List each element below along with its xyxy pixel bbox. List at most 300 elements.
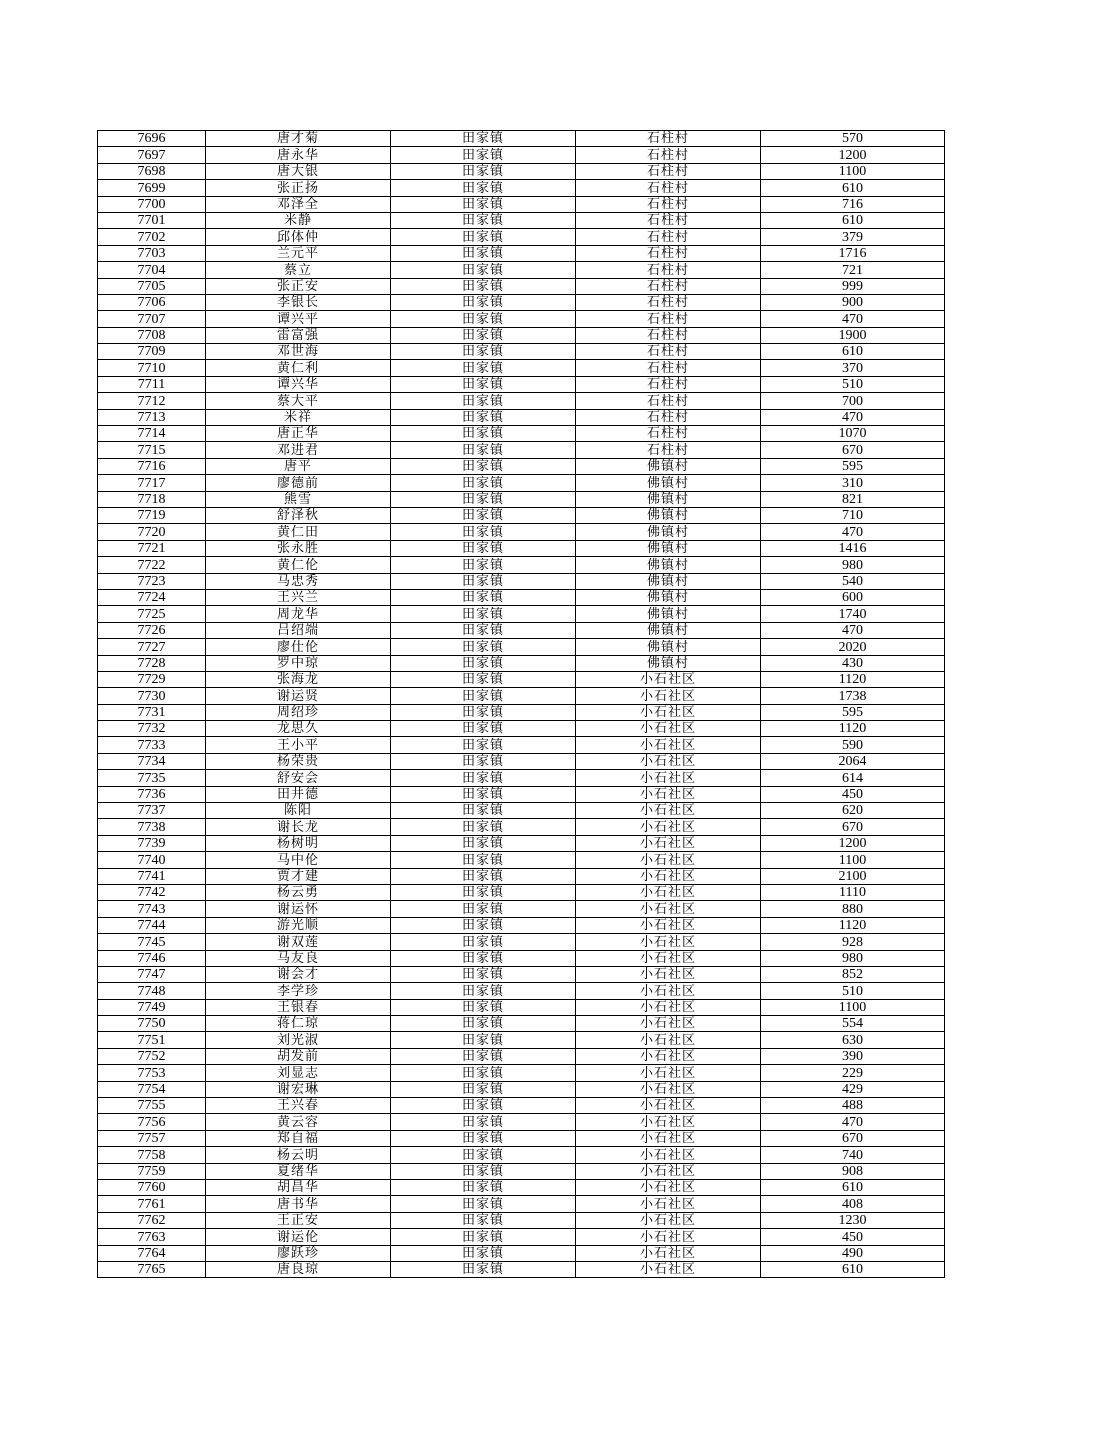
cell-town: 田家镇 (391, 1245, 576, 1261)
cell-name: 田井德 (206, 786, 391, 802)
cell-village: 小石社区 (576, 966, 761, 982)
cell-town: 田家镇 (391, 212, 576, 228)
cell-serial-number: 7765 (98, 1261, 206, 1277)
cell-village: 石柱村 (576, 196, 761, 212)
cell-serial-number: 7724 (98, 589, 206, 605)
cell-village: 小石社区 (576, 868, 761, 884)
cell-serial-number: 7719 (98, 507, 206, 523)
cell-name: 唐良琼 (206, 1261, 391, 1277)
cell-village: 小石社区 (576, 803, 761, 819)
cell-name: 刘光淑 (206, 1032, 391, 1048)
table-row (98, 868, 945, 884)
table-row (98, 360, 945, 376)
cell-village: 石柱村 (576, 212, 761, 228)
cell-town: 田家镇 (391, 1130, 576, 1146)
table-row (98, 1261, 945, 1277)
table-row (98, 704, 945, 720)
cell-town: 田家镇 (391, 458, 576, 474)
cell-name: 舒泽秋 (206, 507, 391, 523)
cell-serial-number: 7743 (98, 901, 206, 917)
cell-serial-number: 7739 (98, 835, 206, 851)
cell-town: 田家镇 (391, 131, 576, 147)
cell-amount: 740 (761, 1147, 945, 1163)
table-row (98, 278, 945, 294)
cell-town: 田家镇 (391, 1016, 576, 1032)
cell-name: 邓世海 (206, 344, 391, 360)
cell-serial-number: 7711 (98, 376, 206, 392)
cell-name: 胡昌华 (206, 1180, 391, 1196)
table-row (98, 999, 945, 1015)
cell-name: 刘显志 (206, 1065, 391, 1081)
cell-name: 唐书华 (206, 1196, 391, 1212)
table-row (98, 950, 945, 966)
cell-amount: 670 (761, 1130, 945, 1146)
cell-village: 小石社区 (576, 671, 761, 687)
cell-amount: 470 (761, 622, 945, 638)
cell-village: 佛镇村 (576, 622, 761, 638)
cell-serial-number: 7733 (98, 737, 206, 753)
cell-amount: 1740 (761, 606, 945, 622)
cell-town: 田家镇 (391, 491, 576, 507)
cell-village: 小石社区 (576, 1212, 761, 1228)
cell-town: 田家镇 (391, 262, 576, 278)
cell-amount: 490 (761, 1245, 945, 1261)
cell-serial-number: 7704 (98, 262, 206, 278)
cell-name: 谢宏琳 (206, 1081, 391, 1097)
table-row (98, 671, 945, 687)
cell-village: 佛镇村 (576, 655, 761, 671)
cell-town: 田家镇 (391, 1032, 576, 1048)
cell-serial-number: 7701 (98, 212, 206, 228)
cell-town: 田家镇 (391, 1081, 576, 1097)
cell-name: 王正安 (206, 1212, 391, 1228)
cell-amount: 928 (761, 934, 945, 950)
cell-amount: 590 (761, 737, 945, 753)
cell-name: 舒安会 (206, 770, 391, 786)
cell-amount: 610 (761, 180, 945, 196)
cell-village: 佛镇村 (576, 589, 761, 605)
table-row (98, 557, 945, 573)
cell-town: 田家镇 (391, 917, 576, 933)
cell-serial-number: 7758 (98, 1147, 206, 1163)
cell-village: 小石社区 (576, 983, 761, 999)
cell-village: 石柱村 (576, 229, 761, 245)
table-row (98, 475, 945, 491)
cell-town: 田家镇 (391, 671, 576, 687)
cell-serial-number: 7740 (98, 852, 206, 868)
cell-amount: 620 (761, 803, 945, 819)
cell-amount: 1100 (761, 852, 945, 868)
cell-serial-number: 7722 (98, 557, 206, 573)
cell-village: 佛镇村 (576, 458, 761, 474)
cell-name: 谢会才 (206, 966, 391, 982)
cell-town: 田家镇 (391, 721, 576, 737)
table-row (98, 245, 945, 261)
table-row (98, 589, 945, 605)
table-row (98, 884, 945, 900)
cell-amount: 1200 (761, 147, 945, 163)
cell-town: 田家镇 (391, 1048, 576, 1064)
cell-village: 小石社区 (576, 1016, 761, 1032)
cell-amount: 1230 (761, 1212, 945, 1228)
cell-village: 小石社区 (576, 835, 761, 851)
cell-village: 石柱村 (576, 376, 761, 392)
table-row (98, 442, 945, 458)
cell-village: 佛镇村 (576, 557, 761, 573)
table-row (98, 426, 945, 442)
cell-serial-number: 7729 (98, 671, 206, 687)
cell-village: 小石社区 (576, 737, 761, 753)
cell-name: 廖跃珍 (206, 1245, 391, 1261)
cell-village: 佛镇村 (576, 639, 761, 655)
cell-amount: 700 (761, 393, 945, 409)
table-row (98, 491, 945, 507)
table-row (98, 540, 945, 556)
cell-amount: 450 (761, 1229, 945, 1245)
cell-town: 田家镇 (391, 966, 576, 982)
cell-village: 小石社区 (576, 934, 761, 950)
table-row (98, 1130, 945, 1146)
table-row (98, 753, 945, 769)
cell-village: 佛镇村 (576, 475, 761, 491)
cell-serial-number: 7696 (98, 131, 206, 147)
cell-serial-number: 7726 (98, 622, 206, 638)
cell-name: 周绍珍 (206, 704, 391, 720)
cell-serial-number: 7749 (98, 999, 206, 1015)
cell-amount: 390 (761, 1048, 945, 1064)
table-row (98, 1065, 945, 1081)
cell-amount: 430 (761, 655, 945, 671)
table-row (98, 721, 945, 737)
cell-amount: 540 (761, 573, 945, 589)
cell-name: 谢双莲 (206, 934, 391, 950)
cell-village: 小石社区 (576, 1261, 761, 1277)
table-row (98, 376, 945, 392)
cell-serial-number: 7730 (98, 688, 206, 704)
cell-village: 石柱村 (576, 180, 761, 196)
cell-town: 田家镇 (391, 819, 576, 835)
cell-village: 小石社区 (576, 1081, 761, 1097)
table-row (98, 262, 945, 278)
cell-town: 田家镇 (391, 803, 576, 819)
cell-name: 吕绍端 (206, 622, 391, 638)
cell-name: 谭兴平 (206, 311, 391, 327)
cell-name: 蔡大平 (206, 393, 391, 409)
cell-name: 唐才菊 (206, 131, 391, 147)
table-row (98, 1196, 945, 1212)
cell-amount: 470 (761, 524, 945, 540)
cell-amount: 670 (761, 819, 945, 835)
cell-town: 田家镇 (391, 753, 576, 769)
cell-amount: 450 (761, 786, 945, 802)
cell-serial-number: 7741 (98, 868, 206, 884)
cell-village: 小石社区 (576, 1196, 761, 1212)
cell-name: 黄仁伦 (206, 557, 391, 573)
cell-serial-number: 7760 (98, 1180, 206, 1196)
cell-village: 小石社区 (576, 786, 761, 802)
cell-amount: 510 (761, 983, 945, 999)
cell-name: 谢运怀 (206, 901, 391, 917)
table-row (98, 983, 945, 999)
cell-village: 石柱村 (576, 426, 761, 442)
cell-town: 田家镇 (391, 573, 576, 589)
cell-serial-number: 7706 (98, 294, 206, 310)
cell-serial-number: 7732 (98, 721, 206, 737)
cell-serial-number: 7745 (98, 934, 206, 950)
table-row (98, 737, 945, 753)
table-row (98, 1163, 945, 1179)
cell-town: 田家镇 (391, 704, 576, 720)
cell-amount: 1900 (761, 327, 945, 343)
cell-amount: 470 (761, 311, 945, 327)
table-row (98, 180, 945, 196)
cell-amount: 630 (761, 1032, 945, 1048)
cell-serial-number: 7752 (98, 1048, 206, 1064)
cell-town: 田家镇 (391, 1147, 576, 1163)
table-row (98, 622, 945, 638)
cell-name: 周龙华 (206, 606, 391, 622)
cell-name: 张正扬 (206, 180, 391, 196)
cell-serial-number: 7756 (98, 1114, 206, 1130)
cell-amount: 1110 (761, 884, 945, 900)
cell-village: 小石社区 (576, 999, 761, 1015)
cell-village: 小石社区 (576, 1130, 761, 1146)
table-row (98, 131, 945, 147)
cell-serial-number: 7735 (98, 770, 206, 786)
cell-village: 佛镇村 (576, 606, 761, 622)
cell-serial-number: 7700 (98, 196, 206, 212)
table-row (98, 1245, 945, 1261)
cell-village: 小石社区 (576, 852, 761, 868)
cell-name: 唐正华 (206, 426, 391, 442)
cell-name: 李学珍 (206, 983, 391, 999)
cell-town: 田家镇 (391, 868, 576, 884)
cell-name: 唐平 (206, 458, 391, 474)
cell-name: 蒋仁琼 (206, 1016, 391, 1032)
table-row (98, 1212, 945, 1228)
cell-town: 田家镇 (391, 1180, 576, 1196)
cell-town: 田家镇 (391, 737, 576, 753)
table-row (98, 1147, 945, 1163)
cell-serial-number: 7728 (98, 655, 206, 671)
cell-name: 黄仁利 (206, 360, 391, 376)
cell-amount: 510 (761, 376, 945, 392)
table-row (98, 573, 945, 589)
cell-town: 田家镇 (391, 589, 576, 605)
table-row (98, 852, 945, 868)
cell-town: 田家镇 (391, 163, 576, 179)
cell-name: 兰元平 (206, 245, 391, 261)
cell-name: 马中伦 (206, 852, 391, 868)
cell-amount: 595 (761, 458, 945, 474)
cell-name: 谭兴华 (206, 376, 391, 392)
cell-town: 田家镇 (391, 426, 576, 442)
table-row (98, 311, 945, 327)
cell-town: 田家镇 (391, 278, 576, 294)
cell-town: 田家镇 (391, 999, 576, 1015)
cell-village: 小石社区 (576, 1114, 761, 1130)
cell-name: 游光顺 (206, 917, 391, 933)
cell-town: 田家镇 (391, 196, 576, 212)
table-row (98, 1114, 945, 1130)
table-row (98, 966, 945, 982)
cell-town: 田家镇 (391, 327, 576, 343)
cell-serial-number: 7716 (98, 458, 206, 474)
cell-town: 田家镇 (391, 475, 576, 491)
cell-village: 佛镇村 (576, 540, 761, 556)
cell-serial-number: 7703 (98, 245, 206, 261)
cell-serial-number: 7697 (98, 147, 206, 163)
cell-village: 小石社区 (576, 721, 761, 737)
cell-amount: 2100 (761, 868, 945, 884)
cell-serial-number: 7715 (98, 442, 206, 458)
cell-name: 邓进君 (206, 442, 391, 458)
table-row (98, 688, 945, 704)
cell-amount: 670 (761, 442, 945, 458)
cell-name: 罗中琼 (206, 655, 391, 671)
cell-serial-number: 7707 (98, 311, 206, 327)
cell-amount: 2064 (761, 753, 945, 769)
cell-town: 田家镇 (391, 983, 576, 999)
cell-serial-number: 7725 (98, 606, 206, 622)
cell-name: 张海龙 (206, 671, 391, 687)
table-row (98, 458, 945, 474)
cell-amount: 1200 (761, 835, 945, 851)
cell-town: 田家镇 (391, 147, 576, 163)
cell-amount: 716 (761, 196, 945, 212)
cell-village: 小石社区 (576, 917, 761, 933)
cell-town: 田家镇 (391, 655, 576, 671)
cell-name: 雷富强 (206, 327, 391, 343)
cell-name: 廖仕伦 (206, 639, 391, 655)
table-row (98, 409, 945, 425)
cell-town: 田家镇 (391, 524, 576, 540)
cell-town: 田家镇 (391, 1114, 576, 1130)
cell-town: 田家镇 (391, 688, 576, 704)
cell-name: 杨云明 (206, 1147, 391, 1163)
cell-name: 王兴春 (206, 1098, 391, 1114)
cell-town: 田家镇 (391, 393, 576, 409)
table-row (98, 901, 945, 917)
cell-village: 小石社区 (576, 688, 761, 704)
cell-serial-number: 7702 (98, 229, 206, 245)
table-row (98, 1229, 945, 1245)
cell-name: 胡发前 (206, 1048, 391, 1064)
cell-name: 夏绪华 (206, 1163, 391, 1179)
cell-name: 马忠秀 (206, 573, 391, 589)
cell-village: 石柱村 (576, 360, 761, 376)
table-row (98, 819, 945, 835)
cell-serial-number: 7763 (98, 1229, 206, 1245)
cell-name: 米静 (206, 212, 391, 228)
table-row (98, 1098, 945, 1114)
cell-name: 王小平 (206, 737, 391, 753)
table-row (98, 344, 945, 360)
cell-serial-number: 7710 (98, 360, 206, 376)
cell-amount: 610 (761, 344, 945, 360)
cell-serial-number: 7742 (98, 884, 206, 900)
cell-amount: 1120 (761, 671, 945, 687)
cell-serial-number: 7746 (98, 950, 206, 966)
cell-name: 唐大银 (206, 163, 391, 179)
cell-amount: 1100 (761, 999, 945, 1015)
table-row (98, 606, 945, 622)
cell-name: 龙思久 (206, 721, 391, 737)
cell-town: 田家镇 (391, 311, 576, 327)
table-row (98, 934, 945, 950)
cell-town: 田家镇 (391, 639, 576, 655)
cell-town: 田家镇 (391, 606, 576, 622)
cell-amount: 408 (761, 1196, 945, 1212)
cell-village: 小石社区 (576, 770, 761, 786)
cell-amount: 379 (761, 229, 945, 245)
cell-town: 田家镇 (391, 1163, 576, 1179)
cell-amount: 980 (761, 557, 945, 573)
cell-serial-number: 7698 (98, 163, 206, 179)
cell-amount: 999 (761, 278, 945, 294)
cell-name: 邓泽全 (206, 196, 391, 212)
cell-serial-number: 7714 (98, 426, 206, 442)
cell-name: 李银长 (206, 294, 391, 310)
table-row (98, 229, 945, 245)
cell-serial-number: 7731 (98, 704, 206, 720)
cell-village: 石柱村 (576, 131, 761, 147)
cell-amount: 370 (761, 360, 945, 376)
cell-town: 田家镇 (391, 229, 576, 245)
cell-town: 田家镇 (391, 950, 576, 966)
cell-serial-number: 7723 (98, 573, 206, 589)
cell-town: 田家镇 (391, 1098, 576, 1114)
cell-village: 石柱村 (576, 327, 761, 343)
table-row (98, 524, 945, 540)
cell-serial-number: 7734 (98, 753, 206, 769)
cell-village: 佛镇村 (576, 524, 761, 540)
table-row (98, 327, 945, 343)
cell-serial-number: 7747 (98, 966, 206, 982)
cell-village: 小石社区 (576, 1245, 761, 1261)
cell-serial-number: 7751 (98, 1032, 206, 1048)
cell-name: 王银春 (206, 999, 391, 1015)
cell-village: 石柱村 (576, 442, 761, 458)
cell-village: 石柱村 (576, 278, 761, 294)
cell-name: 黄仁田 (206, 524, 391, 540)
cell-name: 杨荣贵 (206, 753, 391, 769)
cell-village: 小石社区 (576, 1032, 761, 1048)
cell-amount: 595 (761, 704, 945, 720)
cell-name: 邱体仲 (206, 229, 391, 245)
cell-village: 石柱村 (576, 147, 761, 163)
cell-serial-number: 7712 (98, 393, 206, 409)
cell-serial-number: 7720 (98, 524, 206, 540)
cell-amount: 821 (761, 491, 945, 507)
table-row (98, 212, 945, 228)
cell-name: 谢长龙 (206, 819, 391, 835)
cell-town: 田家镇 (391, 1065, 576, 1081)
table-row (98, 1180, 945, 1196)
table-row (98, 1048, 945, 1064)
table-row (98, 163, 945, 179)
cell-serial-number: 7744 (98, 917, 206, 933)
cell-town: 田家镇 (391, 1196, 576, 1212)
table-row (98, 655, 945, 671)
cell-name: 陈阳 (206, 803, 391, 819)
cell-name: 熊雪 (206, 491, 391, 507)
cell-name: 唐永华 (206, 147, 391, 163)
cell-amount: 980 (761, 950, 945, 966)
table-row (98, 507, 945, 523)
cell-amount: 610 (761, 212, 945, 228)
cell-serial-number: 7748 (98, 983, 206, 999)
